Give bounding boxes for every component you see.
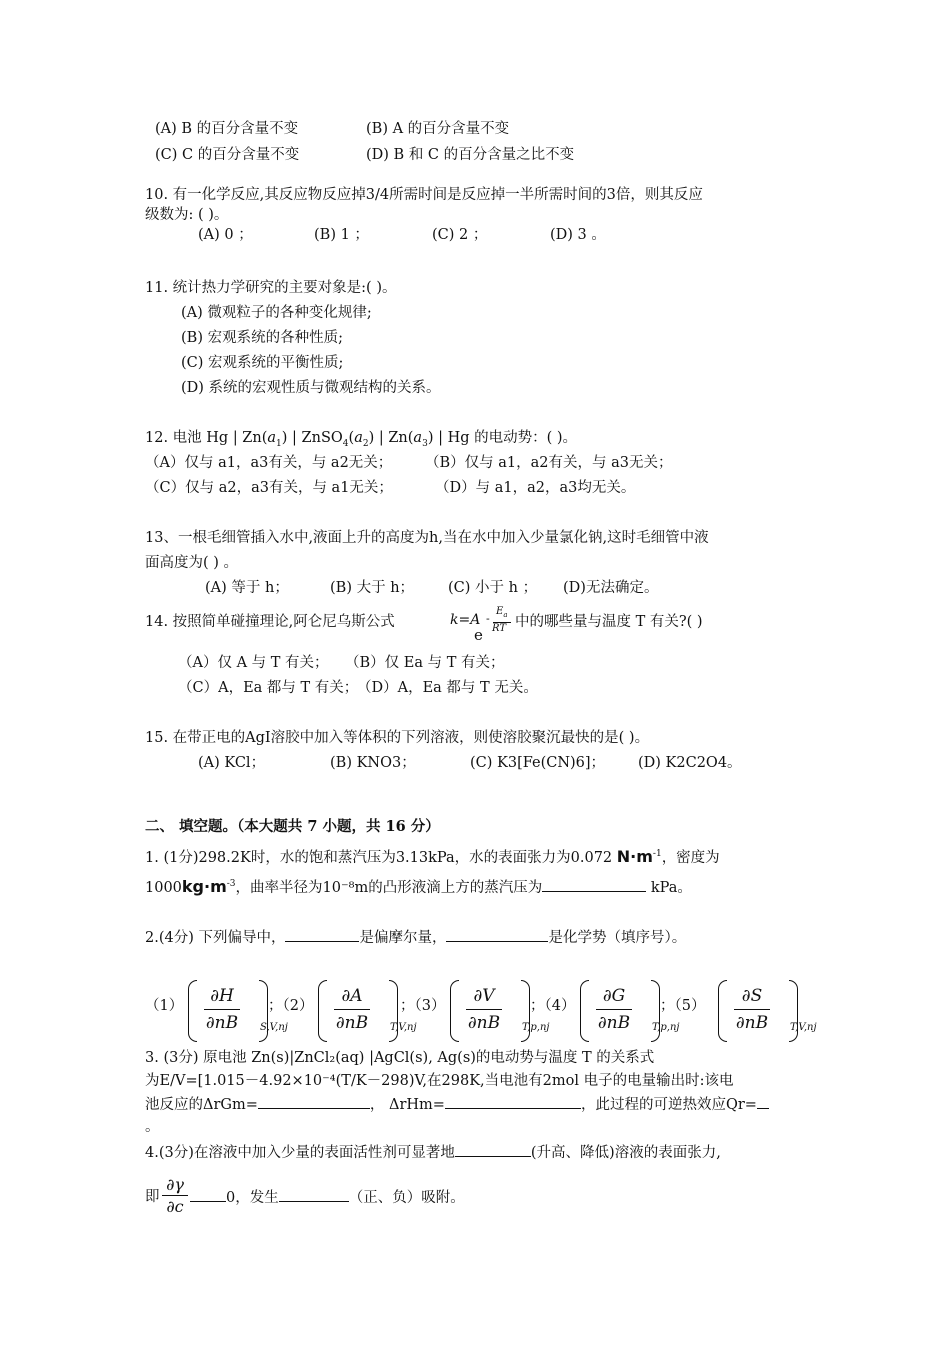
q12-stem: 12. 电池 Hg | $Zn(a_1)$ | $ZnSO_4(a_2)$ | $Zn(a_3)$ | Hg 的电动势：( )。 — [145, 430, 578, 449]
q11-stem: 11. 统计热力学研究的主要对象是:( )。 — [145, 280, 397, 296]
fill4-line2-pre: 即 — [145, 1189, 160, 1205]
fill4-blank-adsorption[interactable] — [279, 1187, 349, 1202]
q12-option-d: （D）与 a1，a2，a3均无关。 — [435, 480, 636, 496]
q10-stem-line2: 级数为: ( )。 — [145, 207, 229, 223]
fill3-line4: 。 — [145, 1119, 160, 1135]
q15-option-b: (B) KNO3； — [330, 755, 416, 771]
q14-option-c: （C）A，Ea 都与 T 有关； — [178, 680, 359, 696]
partial-derivative-1: ∂H ∂nB S,V,nj — [188, 980, 298, 1042]
q15-option-a: (A) KCl； — [198, 755, 266, 771]
q12-option-c: （C）仅与 a2，a3有关，与 a1无关； — [145, 480, 393, 496]
deriv-label-4: ；（4） — [530, 998, 576, 1014]
fill3-line1: 3. (3分) 原电池 Zn(s)|ZnCl₂(aq) |AgCl(s), Ag(s)的电动势与温度 T 的关系式 — [145, 1050, 655, 1066]
deriv-label-2: ；（2） — [268, 998, 314, 1014]
q12-option-b: （B）仅与 a1，a2有关，与 a3无关； — [425, 455, 673, 471]
q10-option-d: (D) 3 。 — [550, 227, 606, 243]
q13-option-a: (A) 等于 h； — [205, 580, 289, 596]
section-2-title: 二、 填空题。（本大题共 7 小题，共 16 分） — [145, 818, 440, 835]
q14-option-d: （D）A，Ea 都与 T 无关。 — [357, 680, 538, 696]
q9-option-c: (C) C 的百分含量不变 — [155, 147, 300, 163]
q13-option-d: (D)无法确定。 — [563, 580, 659, 596]
arrhenius-formula: k=A e - $E_a$ RT — [450, 606, 512, 646]
fill4-line1: 4.(3分)在溶液中加入少量的表面活性剂可显著地 (升高、降低)溶液的表面张力, — [145, 1142, 721, 1163]
q13-option-b: (B) 大于 h； — [330, 580, 415, 596]
fill3-blank-qr[interactable] — [757, 1094, 769, 1109]
q9-option-d: (D) B 和 C 的百分含量之比不变 — [366, 147, 575, 163]
q13-option-c: (C) 小于 h ； — [448, 580, 538, 596]
fill3-blank-delta-h[interactable] — [445, 1094, 581, 1109]
q11-option-a: (A) 微观粒子的各种变化规律; — [181, 305, 372, 321]
q10-stem-line1: 10. 有一化学反应,其反应物反应掉3/4所需时间是反应掉一半所需时间的3倍，则其反应 — [145, 187, 703, 203]
deriv-label-5: ；（5） — [660, 998, 706, 1014]
partial-derivative-2: ∂A ∂nB T,V,nj — [318, 980, 428, 1042]
q9-option-a: (A) B 的百分含量不变 — [155, 121, 299, 137]
deriv-label-1: （1） — [145, 998, 184, 1014]
fill4-blank-raise-lower[interactable] — [455, 1142, 531, 1157]
q14-option-b: （B）仅 Ea 与 T 有关； — [345, 655, 505, 671]
fill3-line3: 池反应的ΔrGm= ， ΔrHm= ，此过程的可逆热效应Qr= — [145, 1094, 769, 1115]
fill3-line2: 为E/V=[1.015－4.92×10⁻⁴(T/K－298)V,在298K,当电池有2mol 电子的电量输出时:该电 — [145, 1073, 734, 1089]
q15-option-d: (D) K2C2O4。 — [638, 755, 742, 771]
q14-stem-pre: 14. 按照简单碰撞理论,阿仑尼乌斯公式 — [145, 614, 395, 630]
q12-option-a: （A）仅与 a1，a3有关，与 a2无关； — [145, 455, 393, 471]
q11-option-c: (C) 宏观系统的平衡性质; — [181, 355, 344, 371]
q15-stem: 15. 在带正电的AgI溶胶中加入等体积的下列溶液，则使溶胶聚沉最快的是( )。 — [145, 730, 650, 746]
partial-derivative-4: ∂G ∂nB T,p,nj — [580, 980, 690, 1042]
deriv-label-3: ；（3） — [400, 998, 446, 1014]
q10-option-c: (C) 2 ； — [432, 227, 488, 243]
q10-option-b: (B) 1 ； — [314, 227, 369, 243]
q14-option-a: （A）仅 A 与 T 有关； — [178, 655, 329, 671]
q10-option-a: (A) 0 ； — [198, 227, 253, 243]
partial-derivative-3: ∂V ∂nB T,p,nj — [450, 980, 560, 1042]
fill2-blank-chemical-potential[interactable] — [446, 927, 548, 942]
fill3-blank-delta-g[interactable] — [258, 1094, 370, 1109]
fill4-line2: 0，发生 （正、负）吸附。 — [190, 1187, 465, 1208]
partial-derivative-5: ∂S ∂nB T,V,nj — [718, 980, 828, 1042]
q13-stem-line2: 面高度为( ) 。 — [145, 555, 239, 571]
fill2-stem: 2.(4分) 下列偏导中， 是偏摩尔量， 是化学势（填序号）。 — [145, 927, 686, 948]
fill2-blank-partial-molar[interactable] — [285, 927, 359, 942]
fill4-blank-sign[interactable] — [190, 1187, 226, 1202]
fill1-line2: $1000kg\cdot m^{-3}$，曲率半径为10⁻⁸m的凸形液滴上方的蒸汽压为 kPa。 — [145, 876, 692, 896]
q13-stem-line1: 13、一根毛细管插入水中,液面上升的高度为h,当在水中加入少量氯化钠,这时毛细管中液 — [145, 530, 709, 546]
q11-option-d: (D) 系统的宏观性质与微观结构的关系。 — [181, 380, 441, 396]
q14-stem-post: 中的哪些量与温度 T 有关?( ) — [515, 614, 703, 630]
q11-option-b: (B) 宏观系统的各种性质; — [181, 330, 343, 346]
fill1-blank[interactable] — [542, 877, 646, 892]
q9-option-b: (B) A 的百分含量不变 — [366, 121, 510, 137]
q15-option-c: (C) K3[Fe(CN)6]； — [470, 755, 606, 771]
fill1-line1: 1. (1分)298.2K时，水的饱和蒸汽压为3.13kPa，水的表面张力为0.072 $N\cdot m^{-1}$，密度为 — [145, 846, 720, 866]
dgamma-dc-fraction: ∂γ ∂c — [162, 1174, 188, 1220]
